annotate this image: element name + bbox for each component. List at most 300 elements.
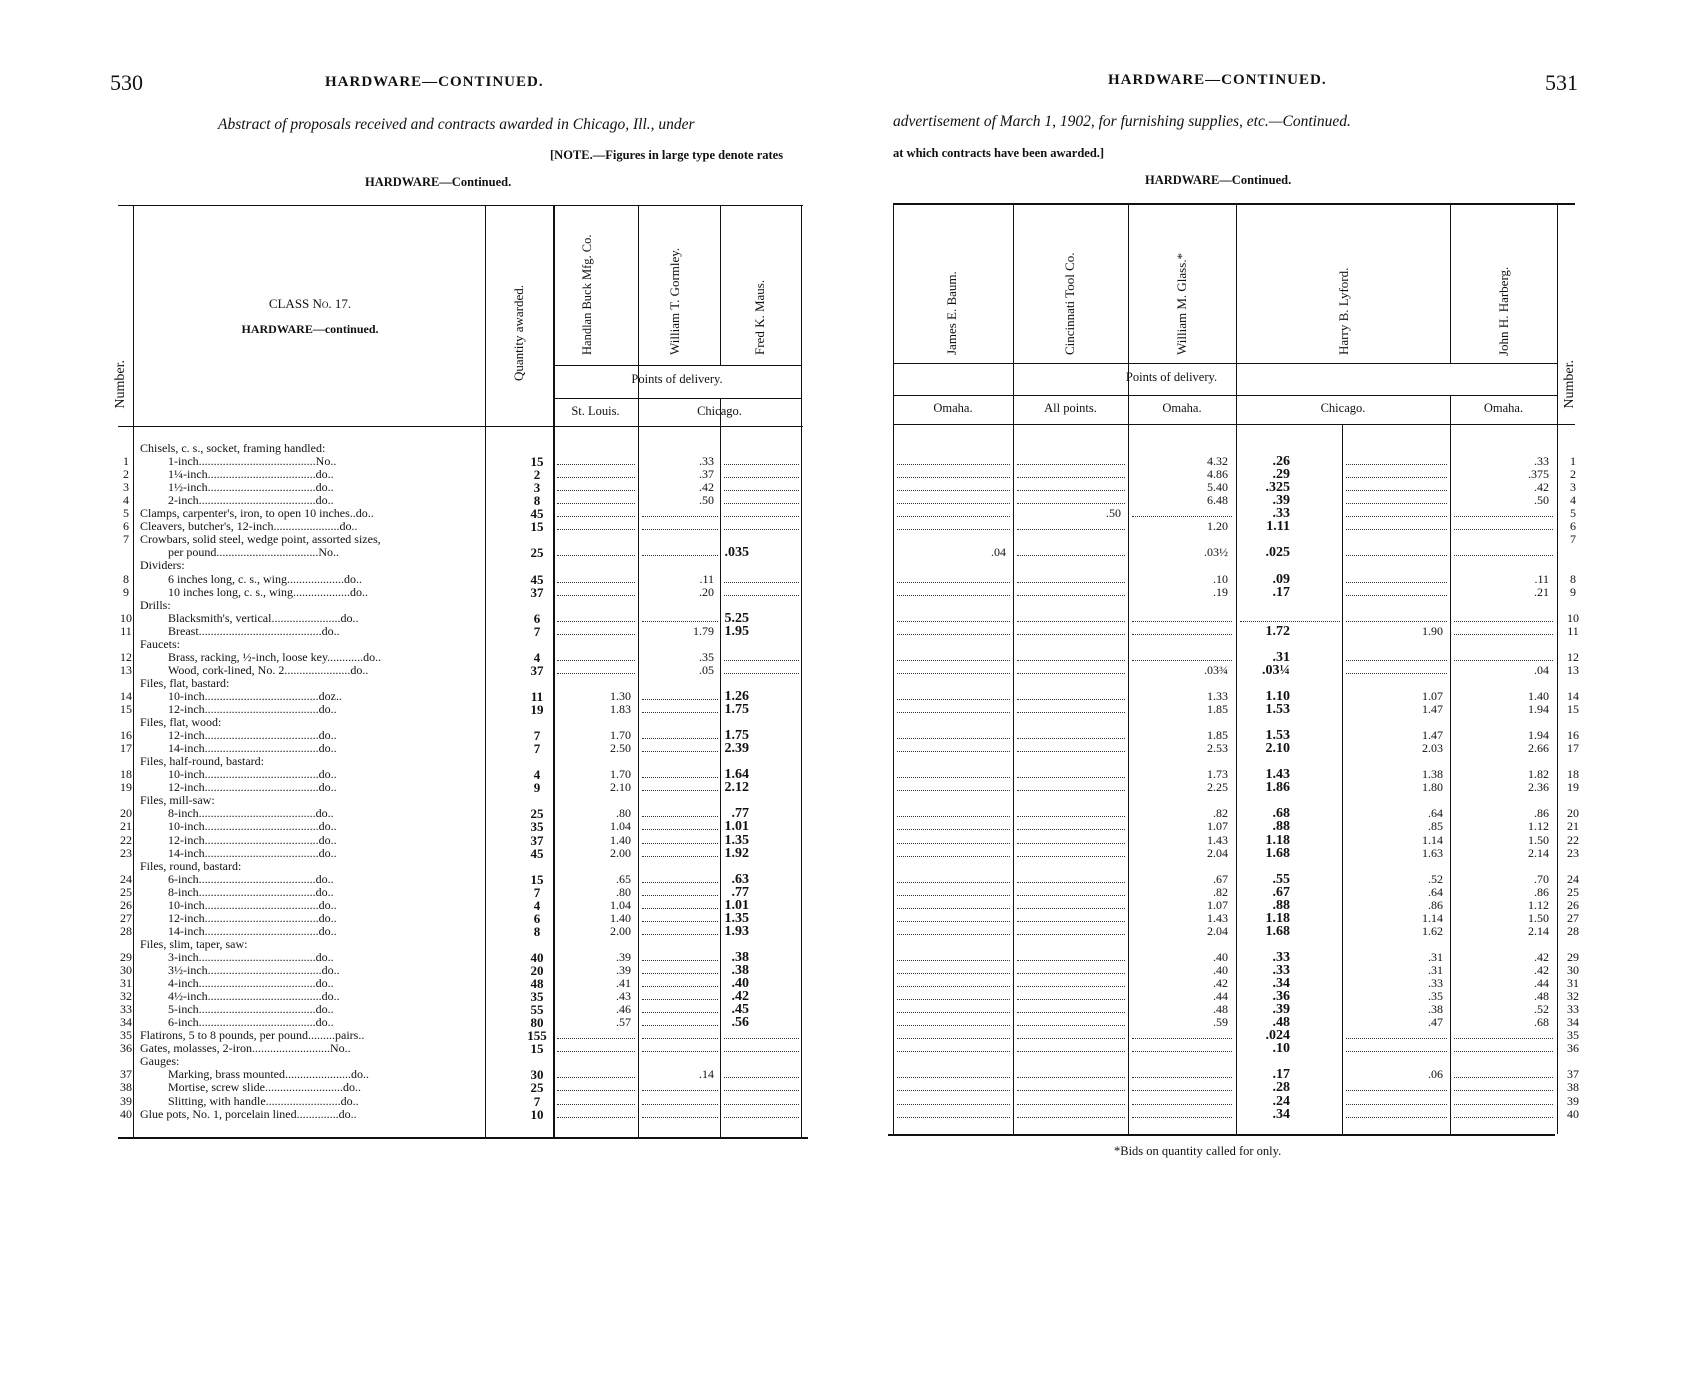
bid-price: .82	[1213, 806, 1228, 820]
row-number: 39	[1567, 1094, 1579, 1108]
row-number: 28	[1567, 924, 1579, 938]
bid-price: 1.93	[724, 924, 749, 939]
row-number: 27	[120, 911, 132, 925]
item-description: per pound..................................No..	[168, 546, 339, 559]
bid-price: .88	[1272, 898, 1290, 913]
row-number: 23	[1567, 846, 1579, 860]
table-row	[0, 599, 1695, 612]
empty-cell-leader	[1346, 1051, 1447, 1052]
empty-cell-leader	[642, 1051, 718, 1052]
empty-cell-leader	[557, 1051, 635, 1052]
bid-price: .40	[1213, 963, 1228, 977]
empty-cell-leader	[1346, 529, 1447, 530]
quantity-awarded: 7	[533, 741, 541, 756]
row-number: 22	[120, 833, 132, 847]
bid-price: .86	[1534, 806, 1549, 820]
item-description: Brass, racking, ½-inch, loose key............do..	[168, 651, 382, 664]
point-of-delivery: All points.	[1044, 401, 1097, 415]
row-number: 38	[120, 1080, 132, 1094]
left-points-header: Points of delivery.	[631, 372, 723, 386]
bid-price: 2.00	[610, 924, 631, 938]
row-number: 10	[1567, 611, 1579, 625]
bid-price: 4.86	[1207, 467, 1228, 481]
item-description: Files, mill-saw:	[140, 794, 215, 807]
bid-price: .44	[1213, 989, 1228, 1003]
empty-cell-leader	[897, 843, 1010, 844]
bid-price: .55	[1272, 872, 1290, 887]
empty-cell-leader	[724, 1104, 799, 1105]
bid-price: 1.14	[1422, 911, 1443, 925]
bid-price: 2.50	[610, 741, 631, 755]
row-number: 17	[1567, 741, 1579, 755]
right-note: at which contracts have been awarded.]	[893, 146, 1105, 160]
bid-price: .47	[1428, 1015, 1443, 1029]
empty-cell-leader	[897, 999, 1010, 1000]
empty-cell-leader	[1454, 1038, 1553, 1039]
table-row	[0, 1108, 1695, 1121]
empty-cell-leader	[642, 999, 718, 1000]
empty-cell-leader	[557, 477, 635, 478]
bid-price: .65	[616, 872, 631, 886]
right-number-header: Number.	[1562, 360, 1577, 409]
quantity-awarded: 80	[530, 1015, 544, 1030]
bidder-name: William T. Gormley.	[667, 247, 682, 355]
bid-price: .70	[1534, 872, 1549, 886]
left-subtitle: HARDWARE—Continued.	[365, 175, 512, 189]
item-description: Flatirons, 5 to 8 pounds, per pound.........pairs..	[140, 1029, 365, 1042]
quantity-awarded: 4	[533, 650, 541, 665]
empty-cell-leader	[642, 986, 718, 987]
bid-price: .59	[1213, 1015, 1228, 1029]
quantity-awarded: 40	[530, 950, 544, 965]
empty-cell-leader	[1132, 1077, 1232, 1078]
empty-cell-leader	[724, 464, 799, 465]
quantity-awarded: 15	[530, 1041, 544, 1056]
bid-price: 1.40	[1528, 689, 1549, 703]
row-number: 2	[123, 467, 129, 481]
row-number: 37	[120, 1067, 132, 1081]
left-col-rule	[720, 205, 721, 365]
empty-cell-leader	[1017, 999, 1125, 1000]
right-running-head: HARDWARE—CONTINUED.	[1108, 72, 1327, 88]
bid-price: .40	[731, 976, 749, 991]
empty-cell-leader	[897, 908, 1010, 909]
empty-cell-leader	[1454, 1117, 1553, 1118]
empty-cell-leader	[897, 516, 1010, 517]
row-number: 4	[123, 493, 129, 507]
quantity-awarded: 35	[530, 989, 544, 1004]
table-row	[0, 703, 1695, 716]
empty-cell-leader	[1017, 1077, 1125, 1078]
row-number: 1	[123, 454, 129, 468]
empty-cell-leader	[724, 1090, 799, 1091]
row-number: 35	[1567, 1028, 1579, 1042]
right-points-rule	[893, 363, 1557, 364]
bid-price: 2.39	[724, 741, 749, 756]
bid-price: .80	[616, 885, 631, 899]
row-number: 16	[1567, 728, 1579, 742]
item-description: Breast.........................................do..	[168, 625, 340, 638]
quantity-awarded: 15	[530, 519, 544, 534]
bid-price: 1.72	[1265, 624, 1290, 639]
empty-cell-leader	[557, 582, 635, 583]
empty-cell-leader	[897, 634, 1010, 635]
empty-cell-leader	[1017, 738, 1125, 739]
empty-cell-leader	[1454, 1077, 1553, 1078]
item-description: 3-inch.......................................do..	[168, 951, 334, 964]
item-description: 4-inch.......................................do..	[168, 977, 334, 990]
row-number: 30	[120, 963, 132, 977]
item-description: Files, flat, wood:	[140, 716, 222, 729]
item-description: 5-inch.......................................do..	[168, 1003, 334, 1016]
row-number: 3	[1570, 480, 1576, 494]
empty-cell-leader	[642, 960, 718, 961]
bid-price: .29	[1272, 467, 1290, 482]
table-row	[0, 455, 1695, 468]
empty-cell-leader	[1346, 595, 1447, 596]
item-description: 10-inch......................................doz..	[168, 690, 342, 703]
empty-cell-leader	[724, 1117, 799, 1118]
empty-cell-leader	[642, 921, 718, 922]
bid-price: .68	[1272, 806, 1290, 821]
quantity-awarded: 45	[530, 506, 544, 521]
row-number: 7	[123, 532, 129, 546]
bid-price: .05	[699, 663, 714, 677]
empty-cell-leader	[897, 1038, 1010, 1039]
bid-price: .33	[1534, 454, 1549, 468]
bid-price: 1.68	[1265, 924, 1290, 939]
empty-cell-leader	[1017, 751, 1125, 752]
row-number: 20	[120, 806, 132, 820]
item-description: Wood, cork-lined, No. 2......................do..	[168, 664, 369, 677]
empty-cell-leader	[1017, 660, 1125, 661]
bid-price: 1.14	[1422, 833, 1443, 847]
row-number: 21	[1567, 819, 1579, 833]
bidder-name: William M. Glass.*	[1174, 252, 1189, 355]
quantity-awarded: 10	[530, 1107, 544, 1122]
bid-price: .77	[731, 806, 749, 821]
quantity-awarded: 6	[533, 911, 541, 926]
empty-cell-leader	[1017, 934, 1125, 935]
empty-cell-leader	[1017, 829, 1125, 830]
item-description: 12-inch......................................do..	[168, 729, 337, 742]
bid-price: .43	[616, 989, 631, 1003]
empty-cell-leader	[897, 895, 1010, 896]
empty-cell-leader	[642, 856, 718, 857]
empty-cell-leader	[642, 777, 718, 778]
empty-cell-leader	[557, 1104, 635, 1105]
table-row	[0, 1042, 1695, 1055]
empty-cell-leader	[642, 712, 718, 713]
bid-price: 1.73	[1207, 767, 1228, 781]
bid-price: 1.40	[610, 833, 631, 847]
bidder-name: Harry B. Lyford.	[1336, 267, 1351, 355]
bid-price: 1.04	[610, 819, 631, 833]
quantity-awarded: 7	[533, 885, 541, 900]
empty-cell-leader	[642, 882, 718, 883]
table-row	[0, 520, 1695, 533]
item-description: 1-inch.......................................No..	[168, 455, 337, 468]
empty-cell-leader	[1017, 856, 1125, 857]
empty-cell-leader	[724, 477, 799, 478]
bid-price: .50	[1106, 506, 1121, 520]
empty-cell-leader	[1017, 464, 1125, 465]
empty-cell-leader	[1017, 477, 1125, 478]
table-row	[0, 1029, 1695, 1042]
bid-price: 2.00	[610, 846, 631, 860]
bid-price: 1.10	[1265, 689, 1290, 704]
empty-cell-leader	[1017, 921, 1125, 922]
row-number: 9	[123, 585, 129, 599]
empty-cell-leader	[1017, 816, 1125, 817]
quantity-awarded: 15	[530, 454, 544, 469]
bid-price: 1.01	[724, 898, 749, 913]
empty-cell-leader	[1017, 986, 1125, 987]
row-number: 35	[120, 1028, 132, 1042]
empty-cell-leader	[1346, 464, 1447, 465]
bid-price: 2.10	[1265, 741, 1290, 756]
bid-price: .21	[1534, 585, 1549, 599]
row-number: 13	[120, 663, 132, 677]
item-description: 12-inch......................................do..	[168, 834, 337, 847]
left-table-bottom-rule	[118, 1137, 808, 1139]
empty-cell-leader	[1454, 555, 1553, 556]
row-number: 15	[1567, 702, 1579, 716]
bid-price: .35	[699, 650, 714, 664]
row-number: 13	[1567, 663, 1579, 677]
bid-price: 1.12	[1528, 898, 1549, 912]
empty-cell-leader	[897, 777, 1010, 778]
table-row	[0, 507, 1695, 520]
empty-cell-leader	[1346, 1038, 1447, 1039]
row-number: 18	[1567, 767, 1579, 781]
bid-price: .33	[1272, 950, 1290, 965]
quantity-awarded: 7	[533, 728, 541, 743]
empty-cell-leader	[557, 1077, 635, 1078]
bid-price: .86	[1428, 898, 1443, 912]
row-number: 23	[120, 846, 132, 860]
row-number: 15	[120, 702, 132, 716]
empty-cell-leader	[642, 516, 718, 517]
item-description: Files, flat, bastard:	[140, 677, 230, 690]
quantity-awarded: 25	[530, 545, 544, 560]
empty-cell-leader	[642, 738, 718, 739]
bidder-name: Handlan Buck Mfg. Co.	[580, 234, 594, 355]
empty-cell-leader	[642, 529, 718, 530]
quantity-awarded: 155	[527, 1028, 547, 1043]
empty-cell-leader	[1346, 1090, 1447, 1091]
empty-cell-leader	[1017, 1012, 1125, 1013]
empty-cell-leader	[642, 1104, 718, 1105]
empty-cell-leader	[1454, 634, 1553, 635]
item-description: Slitting, with handle.........................do..	[168, 1095, 359, 1108]
empty-cell-leader	[1454, 1104, 1553, 1105]
empty-cell-leader	[1454, 621, 1553, 622]
row-number: 36	[1567, 1041, 1579, 1055]
bid-price: .80	[616, 806, 631, 820]
bid-price: 5.25	[724, 611, 749, 626]
empty-cell-leader	[557, 529, 635, 530]
bid-price: .09	[1272, 572, 1290, 587]
left-page-number: 530	[110, 70, 143, 95]
bidder-name: Fred K. Maus.	[752, 279, 767, 355]
empty-cell-leader	[897, 1077, 1010, 1078]
bid-price: .035	[724, 545, 749, 560]
quantity-awarded: 15	[530, 872, 544, 887]
row-number: 11	[120, 624, 132, 638]
bid-price: .39	[1272, 493, 1290, 508]
row-number: 6	[123, 519, 129, 533]
bid-price: .20	[699, 585, 714, 599]
bid-price: .42	[1534, 480, 1549, 494]
empty-cell-leader	[642, 1090, 718, 1091]
bid-price: .88	[1272, 819, 1290, 834]
row-number: 24	[1567, 872, 1579, 886]
bid-price: .38	[731, 950, 749, 965]
bid-price: 1.12	[1528, 819, 1549, 833]
table-row	[0, 559, 1695, 572]
row-number: 9	[1570, 585, 1576, 599]
row-number: 16	[120, 728, 132, 742]
empty-cell-leader	[1017, 1104, 1125, 1105]
item-description: 14-inch......................................do..	[168, 847, 337, 860]
point-of-delivery: St. Louis.	[571, 404, 620, 418]
empty-cell-leader	[724, 673, 799, 674]
bid-price: .024	[1265, 1028, 1290, 1043]
quantity-header: Quantity awarded.	[511, 285, 526, 382]
bid-price: .34	[1272, 1107, 1290, 1122]
bid-price: 2.10	[610, 780, 631, 794]
right-subtitle: HARDWARE—Continued.	[1145, 173, 1292, 187]
empty-cell-leader	[1346, 477, 1447, 478]
empty-cell-leader	[1017, 790, 1125, 791]
row-number: 40	[1567, 1107, 1579, 1121]
empty-cell-leader	[1017, 908, 1125, 909]
bid-price: .42	[1213, 976, 1228, 990]
empty-cell-leader	[642, 699, 718, 700]
row-number: 3	[123, 480, 129, 494]
bid-price: 1.90	[1422, 624, 1443, 638]
empty-cell-leader	[897, 921, 1010, 922]
empty-cell-leader	[724, 1051, 799, 1052]
bid-price: 1.07	[1207, 819, 1228, 833]
row-number: 33	[120, 1002, 132, 1016]
row-number: 20	[1567, 806, 1579, 820]
empty-cell-leader	[1017, 960, 1125, 961]
item-description: 12-inch......................................do..	[168, 912, 337, 925]
empty-cell-leader	[724, 490, 799, 491]
empty-cell-leader	[642, 1012, 718, 1013]
empty-cell-leader	[897, 699, 1010, 700]
empty-cell-leader	[1017, 973, 1125, 974]
bid-price: 1.18	[1265, 833, 1290, 848]
item-description: 1½-inch....................................do..	[168, 481, 334, 494]
bid-price: 2.36	[1528, 780, 1549, 794]
table-row	[0, 1095, 1695, 1108]
bid-price: .86	[1534, 885, 1549, 899]
empty-cell-leader	[897, 1051, 1010, 1052]
row-number: 25	[120, 885, 132, 899]
row-number: 14	[1567, 689, 1579, 703]
row-number: 12	[120, 650, 132, 664]
bid-price: 1.63	[1422, 846, 1443, 860]
bid-price: .11	[699, 572, 714, 586]
quantity-awarded: 9	[533, 780, 541, 795]
quantity-awarded: 3	[533, 480, 541, 495]
bid-price: 1.83	[610, 702, 631, 716]
bid-price: 5.40	[1207, 480, 1228, 494]
table-row	[0, 925, 1695, 938]
item-description: 12-inch......................................do..	[168, 703, 337, 716]
row-number: 37	[1567, 1067, 1579, 1081]
item-description: Cleavers, butcher's, 12-inch......................do..	[140, 520, 358, 533]
row-number: 7	[1570, 532, 1576, 546]
item-description: 3½-inch......................................do..	[168, 964, 340, 977]
item-description: Gates, molasses, 2-iron..........................No..	[140, 1042, 351, 1055]
footnote: *Bids on quantity called for only.	[1114, 1144, 1282, 1158]
empty-cell-leader	[557, 490, 635, 491]
bid-price: .38	[1428, 1002, 1443, 1016]
empty-cell-leader	[724, 503, 799, 504]
table-row	[0, 468, 1695, 481]
bid-price: 6.48	[1207, 493, 1228, 507]
empty-cell-leader	[1017, 699, 1125, 700]
bid-price: 2.04	[1207, 924, 1228, 938]
item-description: 8-inch.......................................do..	[168, 886, 334, 899]
row-number: 38	[1567, 1080, 1579, 1094]
empty-cell-leader	[897, 1012, 1010, 1013]
empty-cell-leader	[724, 595, 799, 596]
item-description: 6-inch.......................................do..	[168, 873, 334, 886]
row-number: 34	[120, 1015, 132, 1029]
row-number: 29	[1567, 950, 1579, 964]
item-description: 10 inches long, c. s., wing...................do..	[168, 586, 368, 599]
quantity-awarded: 6	[533, 611, 541, 626]
empty-cell-leader	[557, 1090, 635, 1091]
item-description: Marking, brass mounted......................do..	[168, 1068, 369, 1081]
bid-price: .64	[1428, 806, 1443, 820]
bid-price: 1.62	[1422, 924, 1443, 938]
bid-price: 1.40	[610, 911, 631, 925]
bid-price: .17	[1272, 1067, 1290, 1082]
table-row	[0, 638, 1695, 651]
bid-price: 1.68	[1265, 846, 1290, 861]
bid-price: .375	[1528, 467, 1549, 481]
quantity-awarded: 37	[530, 663, 544, 678]
empty-cell-leader	[557, 1038, 635, 1039]
empty-cell-leader	[897, 582, 1010, 583]
bid-price: .06	[1428, 1067, 1443, 1081]
empty-cell-leader	[897, 829, 1010, 830]
bid-price: 2.66	[1528, 741, 1549, 755]
bid-price: .025	[1265, 545, 1290, 560]
bid-price: .67	[1272, 885, 1290, 900]
quantity-awarded: 2	[533, 467, 541, 482]
bid-price: 1.04	[610, 898, 631, 912]
bid-price: .31	[1428, 950, 1443, 964]
class-title: CLASS No. 17.	[268, 296, 352, 311]
empty-cell-leader	[1132, 1038, 1232, 1039]
bid-price: .57	[616, 1015, 631, 1029]
empty-cell-leader	[642, 1038, 718, 1039]
empty-cell-leader	[724, 660, 799, 661]
row-number: 14	[120, 689, 132, 703]
left-caption: Abstract of proposals received and contracts awarded in Chicago, Ill., under	[218, 116, 695, 133]
empty-cell-leader	[897, 1025, 1010, 1026]
bid-price: 1.70	[610, 728, 631, 742]
empty-cell-leader	[897, 882, 1010, 883]
bid-price: .39	[616, 950, 631, 964]
